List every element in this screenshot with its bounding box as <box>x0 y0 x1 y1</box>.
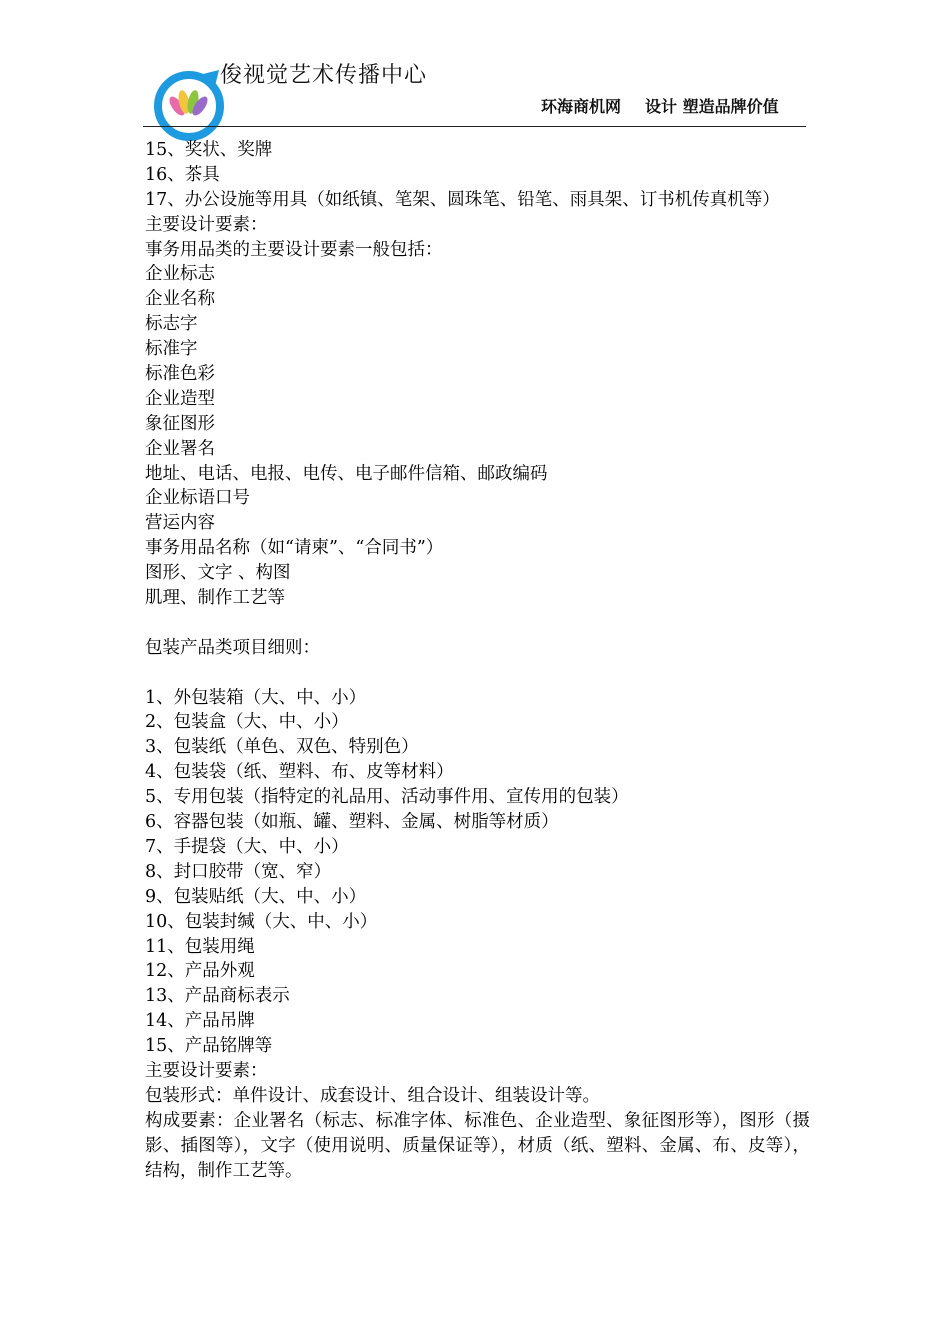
header-divider <box>143 126 806 127</box>
text-line: 8、封口胶带（宽、窄） <box>145 861 332 882</box>
text-line: 标准色彩 <box>145 364 215 385</box>
text-line: 13、产品商标表示 <box>145 986 290 1007</box>
header-title: 俊视觉艺术传播中心 <box>220 63 428 88</box>
text-line: 地址、电话、电报、电传、电子邮件信箱、邮政编码 <box>145 463 548 484</box>
text-line: 图形、文字 、构图 <box>145 563 291 584</box>
packaging-heading: 包装产品类项目细则： <box>145 637 320 658</box>
header-slogan: 设计 塑造品牌价值 <box>645 97 779 116</box>
text-line: 15、产品铭牌等 <box>145 1036 273 1057</box>
text-line: 事务用品类的主要设计要素一般包括： <box>145 239 443 260</box>
office-supplies-section <box>145 138 810 611</box>
document-body <box>145 138 810 1183</box>
packaging-section <box>145 686 810 1109</box>
text-line: 3、包装纸（单色、双色、特别色） <box>145 737 419 758</box>
text-line: 企业署名 <box>145 438 215 459</box>
text-line: 5、专用包装（指特定的礼品用、活动事件用、宣传用的包装） <box>145 787 629 808</box>
text-line: 2、包装盒（大、中、小） <box>145 712 349 733</box>
text-line: 营运内容 <box>145 513 215 534</box>
text-line: 主要设计要素： <box>145 214 268 235</box>
text-line: 15、奖状、奖牌 <box>145 140 273 160</box>
text-line: 标志字 <box>145 314 198 335</box>
page-header <box>0 0 950 135</box>
text-line: 9、包装贴纸（大、中、小） <box>145 886 367 907</box>
text-line: 肌理、制作工艺等 <box>145 588 285 609</box>
text-line: 企业标语口号 <box>145 488 250 509</box>
text-line: 事务用品名称（如“请柬”、“合同书”） <box>145 538 444 559</box>
text-line: 企业造型 <box>145 388 215 409</box>
text-line: 16、茶具 <box>145 164 220 185</box>
blank-line <box>145 661 810 686</box>
text-line: 企业名称 <box>145 289 215 310</box>
text-line: 7、手提袋（大、中、小） <box>145 836 349 857</box>
text-line: 11、包装用绳 <box>145 936 255 957</box>
header-tagline <box>541 94 779 117</box>
text-line: 17、办公设施等用具（如纸镇、笔架、圆珠笔、铅笔、雨具架、订书机传真机等） <box>145 189 780 210</box>
composition-paragraph: 构成要素：企业署名（标志、标准字体、标准色、企业造型、象征图形等），图形（摄影、插图等），文字（使用说明、质量保证等），材质（纸、塑料、金属、布、皮等），结构，制作工艺等。 <box>145 1110 810 1181</box>
text-line: 14、产品吊牌 <box>145 1011 255 1032</box>
header-site-name: 环海商机网 <box>541 97 622 116</box>
text-line: 10、包装封缄（大、中、小） <box>145 911 378 932</box>
text-line: 1、外包装箱（大、中、小） <box>145 687 367 708</box>
blank-line <box>145 611 810 636</box>
company-logo-icon <box>153 68 227 142</box>
text-line: 企业标志 <box>145 264 215 285</box>
text-line: 包装形式：单件设计、成套设计、组合设计、组装设计等。 <box>145 1085 600 1106</box>
text-line: 4、包装袋（纸、塑料、布、皮等材料） <box>145 762 454 783</box>
text-line: 标准字 <box>145 339 198 360</box>
text-line: 象征图形 <box>145 413 215 434</box>
text-line: 12、产品外观 <box>145 961 255 982</box>
text-line: 主要设计要素： <box>145 1060 268 1081</box>
text-line: 6、容器包装（如瓶、罐、塑料、金属、树脂等材质） <box>145 812 559 833</box>
